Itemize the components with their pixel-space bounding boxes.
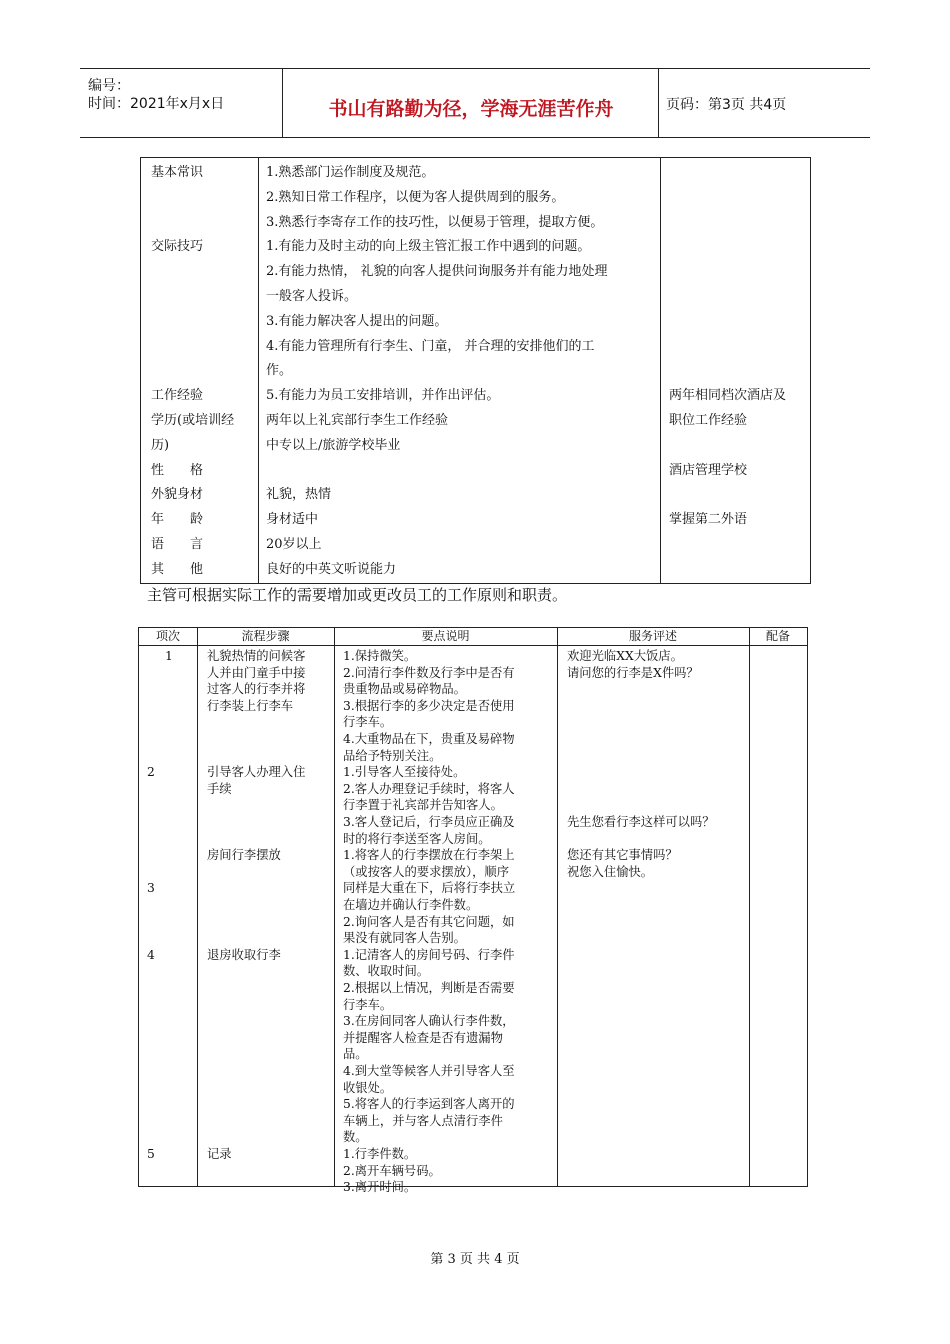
column-header: 流程步骤 bbox=[241, 629, 290, 643]
service-comment: 先生您看行李这样可以吗？ bbox=[567, 815, 715, 829]
column-header: 项次 bbox=[155, 629, 180, 643]
header-motto: 书山有路勤为径，学海无涯苦作舟 bbox=[328, 98, 614, 120]
requirement-detail: 两年以上礼宾部行李生工作经验 bbox=[266, 413, 449, 428]
requirement-category: 语 言 bbox=[151, 537, 204, 552]
key-point: 行李车。 bbox=[343, 997, 393, 1012]
key-point: 车辆上，并与客人点清行李件 bbox=[343, 1113, 503, 1128]
step-name: 房间行李摆放 bbox=[207, 848, 281, 863]
key-point: 2.询问客人是否有其它问题，如 bbox=[343, 914, 515, 929]
requirement-detail: 3.熟悉行李寄存工作的技巧性，以便易于管理，提取方便。 bbox=[266, 214, 604, 230]
requirement-extra: 两年相同档次酒店及 bbox=[669, 388, 787, 404]
requirement-detail: 2.熟知日常工作程序，以便为客人提供周到的服务。 bbox=[266, 189, 565, 205]
doc-time-label: 时间：2021年x月x日 bbox=[88, 96, 225, 112]
step-name: 行李装上行李车 bbox=[207, 698, 294, 713]
key-point: 4.到大堂等候客人并引导客人至 bbox=[343, 1064, 515, 1078]
column-divider bbox=[557, 628, 558, 1186]
key-point: 数。 bbox=[343, 1130, 368, 1145]
requirement-extra: 酒店管理学校 bbox=[669, 462, 748, 478]
requirement-category: 基本常识 bbox=[151, 165, 204, 180]
column-divider bbox=[258, 158, 259, 583]
column-header: 服务评述 bbox=[628, 629, 677, 643]
requirement-detail: 20岁以上 bbox=[266, 537, 322, 552]
requirement-detail: 2.有能力热情， 礼貌的向客人提供问询服务并有能力地处理 bbox=[266, 264, 608, 280]
step-name: 人并由门童手中接 bbox=[207, 665, 306, 680]
key-point: 品。 bbox=[343, 1047, 368, 1062]
key-point: 行李车。 bbox=[343, 715, 393, 730]
key-point: 1.记清客人的房间号码、行李件 bbox=[343, 947, 515, 962]
requirement-category: 历) bbox=[151, 437, 170, 453]
step-name: 过客人的行李并将 bbox=[207, 682, 306, 697]
requirement-detail: 良好的中英文听说能力 bbox=[266, 561, 397, 577]
step-name: 引导客人办理入住 bbox=[207, 765, 306, 780]
requirement-extra: 职位工作经验 bbox=[669, 413, 748, 428]
key-point: 行李置于礼宾部并告知客人。 bbox=[343, 798, 503, 813]
requirement-detail: 身材适中 bbox=[266, 512, 319, 528]
requirement-category: 性 格 bbox=[151, 462, 204, 478]
key-point: 同样是大重在下，后将行李扶立 bbox=[343, 881, 516, 896]
requirement-category: 学历(或培训经 bbox=[151, 413, 235, 428]
requirement-detail: 一般客人投诉。 bbox=[266, 289, 358, 304]
column-header: 要点说明 bbox=[421, 629, 470, 643]
header-divider bbox=[282, 69, 283, 137]
key-point: 3.离开时间。 bbox=[343, 1180, 417, 1195]
step-number: 5 bbox=[147, 1147, 155, 1161]
procedure-table bbox=[138, 627, 808, 1195]
step-number: 4 bbox=[147, 947, 155, 962]
header-divider bbox=[658, 69, 659, 137]
key-point: 数、收取时间。 bbox=[343, 964, 430, 979]
requirement-detail: 4.有能力管理所有行李生、门童， 并合理的安排他们的工 bbox=[266, 338, 595, 354]
column-divider bbox=[197, 628, 198, 1186]
key-point: 时的将行李送至客人房间。 bbox=[343, 831, 491, 846]
key-point: 2.离开车辆号码。 bbox=[343, 1163, 441, 1178]
requirement-detail: 5.有能力为员工安排培训，并作出评估。 bbox=[266, 388, 500, 404]
key-point: 品给予特别关注。 bbox=[343, 748, 442, 763]
requirement-detail: 1.有能力及时主动的向上级主管汇报工作中遇到的问题。 bbox=[266, 239, 591, 255]
step-number: 3 bbox=[147, 881, 155, 896]
column-header: 配备 bbox=[765, 629, 790, 643]
column-divider bbox=[660, 158, 661, 583]
key-point: 并提醒客人检查是否有遗漏物 bbox=[343, 1030, 503, 1045]
step-name: 记录 bbox=[207, 1147, 232, 1161]
key-point: 2.根据以上情况，判断是否需要 bbox=[343, 981, 515, 995]
key-point: 贵重物品或易碎物品。 bbox=[343, 682, 466, 697]
step-number: 2 bbox=[147, 765, 155, 780]
step-number: 1 bbox=[165, 649, 173, 663]
key-point: 4.大重物品在下，贵重及易碎物 bbox=[343, 732, 515, 746]
requirement-category: 年 龄 bbox=[151, 512, 204, 528]
key-point: 3.客人登记后，行李员应正确及 bbox=[343, 815, 515, 829]
requirements-table bbox=[140, 157, 811, 584]
key-point: 收银处。 bbox=[343, 1080, 393, 1095]
key-point: 2.问清行李件数及行李中是否有 bbox=[343, 665, 515, 680]
key-point: 1.行李件数。 bbox=[343, 1147, 417, 1161]
key-point: 2.客人办理登记手续时，将客人 bbox=[343, 781, 515, 796]
page-footer: 第 3 页 共 4 页 bbox=[430, 1252, 520, 1267]
key-point: 在墙边并确认行李件数。 bbox=[343, 898, 479, 912]
service-comment: 欢迎光临XX大饭店。 bbox=[567, 649, 683, 663]
requirement-detail: 作。 bbox=[266, 363, 293, 379]
key-point: （或按客人的要求摆放），顺序 bbox=[343, 864, 510, 879]
key-point: 果没有就同客人告别。 bbox=[343, 931, 466, 946]
requirement-extra: 掌握第二外语 bbox=[669, 512, 748, 528]
key-point: 5.将客人的行李运到客人离开的 bbox=[343, 1097, 515, 1112]
header-row-divider bbox=[139, 645, 807, 646]
requirement-detail: 中专以上/旅游学校毕业 bbox=[266, 437, 401, 453]
key-point: 3.在房间同客人确认行李件数， bbox=[343, 1014, 515, 1029]
requirement-category: 交际技巧 bbox=[151, 239, 204, 255]
requirement-category: 外貌身材 bbox=[151, 487, 204, 503]
step-name: 退房收取行李 bbox=[207, 947, 281, 962]
supervisor-note: 主管可根据实际工作的需要增加或更改员工的工作原则和职责。 bbox=[147, 586, 568, 604]
column-divider bbox=[334, 628, 335, 1186]
column-divider bbox=[749, 628, 750, 1186]
service-comment: 祝您入住愉快。 bbox=[567, 864, 654, 879]
page-header bbox=[80, 68, 870, 138]
requirement-category: 工作经验 bbox=[151, 388, 204, 404]
doc-number-label: 编号： bbox=[88, 78, 130, 94]
requirement-detail: 3.有能力解决客人提出的问题。 bbox=[266, 313, 448, 329]
requirement-category: 其 他 bbox=[151, 561, 204, 577]
requirement-detail: 1.熟悉部门运作制度及规范。 bbox=[266, 165, 435, 180]
requirement-detail: 礼貌，热情 bbox=[266, 487, 332, 503]
key-point: 1.将客人的行李摆放在行李架上 bbox=[343, 848, 515, 863]
step-name: 礼貌热情的问候客 bbox=[207, 649, 306, 663]
key-point: 1.保持微笑。 bbox=[343, 649, 417, 663]
key-point: 1.引导客人至接待处。 bbox=[343, 765, 466, 780]
service-comment: 您还有其它事情吗？ bbox=[567, 848, 678, 863]
step-name: 手续 bbox=[207, 781, 232, 796]
page-indicator: 页码：第3页 共4页 bbox=[666, 97, 787, 113]
service-comment: 请问您的行李是X件吗？ bbox=[567, 665, 699, 680]
key-point: 3.根据行李的多少决定是否使用 bbox=[343, 698, 515, 713]
